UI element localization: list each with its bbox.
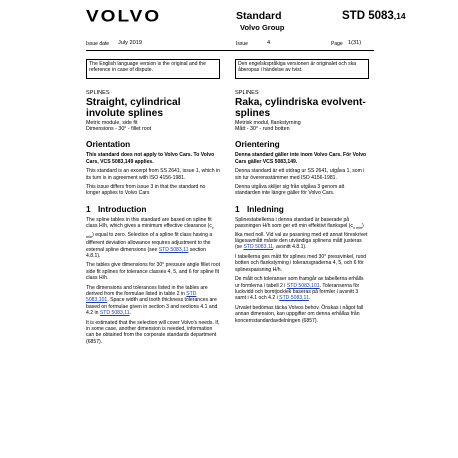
swedish-version-notice: Den engelskspråkiga versionen är originalet och ska åberopas i händelse av tvist. [235, 59, 369, 79]
english-column [86, 90, 220, 348]
text-run: ) equal to zero. Selection of a spline fit class having a different deviation allowance requires adjustment to the external spline dimensions (see [86, 231, 213, 253]
text-run: section 4.8.1). [86, 246, 206, 259]
standard-number-main: STD 5083 [342, 10, 394, 22]
text-run: . Toleranserna för luckvidd och bomtjocklek baseras på formler i avsnitt 3 samt i 4.1 och 4.2 i [235, 282, 360, 302]
subscript: v min [352, 226, 363, 231]
text-run: , avsnitt 4.8.1). [273, 244, 307, 251]
doc-organization: Volvo Group [240, 23, 285, 32]
text-run: The spline tables in this standard are based on spline fit class H/h, which gives a minimum effective clearance (c [86, 216, 212, 230]
introduction-paragraph: Urvalet bedömas täcka Volvos behov. Önskas i något fall annan dimension, kan uppgifter om denna erhållas från koncernstandardavdelningen (6857). [235, 304, 364, 324]
english-version-notice: The English language version is the original and the reference in case of dispute. [86, 59, 220, 79]
introduction-paragraph: I tabellerna ges mått för splines med 30° pressvinkel, rund botten och flankstyrning i toleransgraderna 4, 5, och 6 för splinespassning H/h. [235, 253, 367, 273]
issue-date: July 2019 [118, 40, 142, 46]
standard-number-suffix: ,14 [393, 11, 406, 21]
subtitle-module: Metric module, side fit [86, 120, 138, 126]
page-number: 1(31) [348, 40, 362, 46]
section-number: 1 [86, 203, 91, 214]
introduction-paragraph [86, 285, 220, 317]
std-link[interactable]: STD 5083,11 [158, 246, 189, 253]
issue-date-label: Issue date [86, 41, 110, 47]
std-link[interactable]: STD 5083,11 [279, 295, 309, 302]
section-title: Inledning [247, 203, 284, 214]
category-label: SPLINES [86, 90, 110, 96]
orientation-paragraph: Denna standard är ett utdrag ur SS 2641, utgåva 1, som i sin tur överensstämmer med ISO 4156-1981. [235, 168, 365, 181]
std-link[interactable]: STD 5083,101 [86, 290, 197, 304]
text-run: The dimensions and tolerances listed in the tables are derived from the formulae listed in table 2 in [86, 284, 208, 297]
introduction-paragraph [86, 217, 220, 259]
std-link[interactable]: STD 5083,11 [99, 310, 130, 317]
section-number: 1 [235, 203, 240, 214]
issue-label: Issue [236, 41, 248, 47]
doc-type: Standard [236, 10, 282, 22]
text-run: . Space width and tooth thickness tolerances are based on formulae given in section 3 and sections 4.1 and 4.2 in [86, 297, 218, 317]
introduction-paragraph [235, 217, 369, 251]
swedish-column [235, 90, 369, 327]
text-run: . [308, 295, 311, 302]
document-title: Straight, cylindrical involute splines [86, 97, 181, 119]
text-run: ) lika med noll. Vid val av passning med ett annat föreskrivet lägesavmått måste den utvändiga splinens mått justeras (se [235, 223, 368, 251]
section-title: Introduction [98, 203, 147, 214]
introduction-heading [235, 205, 369, 214]
std-link[interactable]: STD 5083,11 [243, 244, 274, 251]
subtitle-dimensions: Dimensions - 30° - fillet root [86, 126, 152, 133]
text-run: Splinestabellerna i denna standard är baserade på passningen H/h som ger ett min effektivt flankspel (c [235, 216, 353, 230]
page-label: Page [331, 41, 343, 47]
orientation-heading: Orientation [86, 139, 131, 150]
subtitle-dimensions: Mått - 30° - rund botten [235, 126, 290, 133]
text-run: De mått och toleranser som framgår av tabellerna erhålls ur formlerna i tabell 2 i [235, 276, 364, 289]
introduction-heading [86, 205, 220, 214]
category-label: SPLINES [235, 90, 259, 96]
orientation-scope-note: Denna standard gäller inte inom Volvo Cars. För Volvo Cars gäller VCS 5083,149. [235, 152, 367, 165]
subtitle-module: Metrisk modul, flankstyrning [235, 120, 301, 126]
orientation-scope-note: This standard does not apply to Volvo Cars. To Volvo Cars, VCS 5083,149 applies. [86, 152, 215, 165]
orientation-paragraph: This standard is an excerpt from SS 2641, issue 1, which in its turn is in agreement with ISO 4156-1981. [86, 168, 220, 181]
orientation-heading: Orientering [235, 139, 280, 150]
introduction-paragraph: It is estimated that the selection will cover Volvo's needs. If, in some case, another dimension is needed, information can be obtained from the corporate standards department (6857). [86, 319, 220, 345]
issue-number: 4 [267, 40, 271, 46]
std-link[interactable]: STD 5083,101 [286, 282, 320, 289]
subscript: v min [86, 226, 214, 239]
volvo-logo: VOLVO [86, 8, 162, 26]
document-title: Raka, cylindriska evolvent-splines [235, 97, 366, 119]
introduction-paragraph: The tables give dimensions for 30° pressure angle fillet root side fit splines for tolerance classes 4, 5, and 6 for spline fit class H/h. [86, 262, 220, 282]
orientation-paragraph: Denna utgåva skiljer sig från utgåva 3 genom att standarden inte längre gäller för Volvo Cars. [235, 184, 345, 197]
orientation-paragraph: This issue differs from issue 3 in that the standard no longer applies to Volvo Cars [86, 184, 206, 197]
header-divider [86, 50, 374, 51]
introduction-paragraph [235, 276, 369, 302]
standard-number [342, 10, 406, 22]
text-run: . [129, 310, 131, 317]
